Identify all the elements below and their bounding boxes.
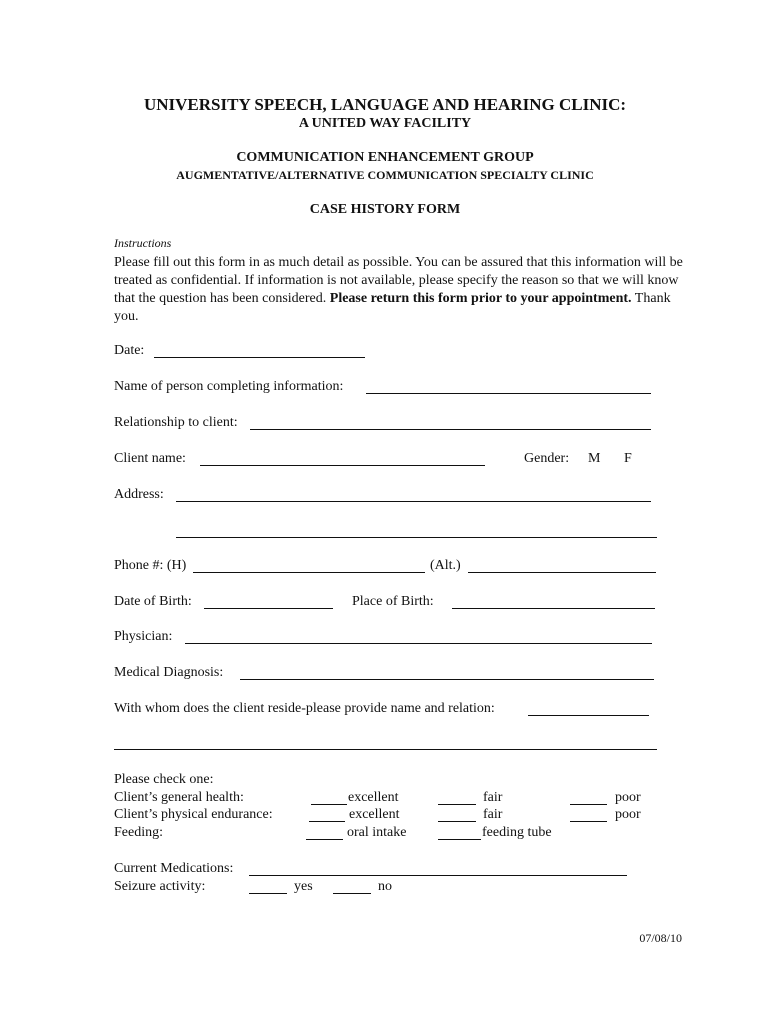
medications-label: Current Medications: <box>114 861 234 876</box>
pob-label: Place of Birth: <box>352 594 434 609</box>
person-completing-field[interactable] <box>366 393 651 394</box>
instructions-label: Instructions <box>114 236 172 250</box>
general-health-fair: fair <box>483 790 503 805</box>
form-title-main: UNIVERSITY SPEECH, LANGUAGE AND HEARING CLINIC: <box>143 95 627 114</box>
general-health-excellent-blank[interactable] <box>311 804 347 805</box>
general-health-fair-blank[interactable] <box>438 804 476 805</box>
group-name: COMMUNICATION ENHANCEMENT GROUP <box>236 150 534 165</box>
clinic-name: AUGMENTATIVE/ALTERNATIVE COMMUNICATION SPECIALTY CLINIC <box>176 168 594 182</box>
general-health-label: Client’s general health: <box>114 790 244 805</box>
reside-field-1[interactable] <box>528 715 649 716</box>
phone-alt-label: (Alt.) <box>430 558 461 573</box>
gender-f-option[interactable]: F <box>624 451 632 466</box>
address-label: Address: <box>114 487 164 502</box>
seizure-no-blank[interactable] <box>333 893 371 894</box>
endurance-excellent: excellent <box>349 807 400 822</box>
endurance-fair: fair <box>483 807 503 822</box>
reside-field-2[interactable] <box>114 749 657 750</box>
feeding-tube-blank[interactable] <box>438 839 481 840</box>
dob-label: Date of Birth: <box>114 594 192 609</box>
general-health-excellent: excellent <box>348 790 399 805</box>
revision-date: 07/08/10 <box>639 931 682 945</box>
seizure-yes: yes <box>294 879 313 894</box>
address-field-2[interactable] <box>176 537 657 538</box>
phone-home-field[interactable] <box>193 572 425 573</box>
check-heading: Please check one: <box>114 772 214 787</box>
phone-home-label: Phone #: (H) <box>114 558 187 573</box>
instructions-bold: Please return this form prior to your appointment. <box>329 291 632 306</box>
gender-m-option[interactable]: M <box>588 451 601 466</box>
form-subtitle: A UNITED WAY FACILITY <box>298 116 472 131</box>
seizure-label: Seizure activity: <box>114 879 206 894</box>
instructions-body: Please fill out this form in as much detail as possible. You can be assured that this information will be treated as confidential. If information is not available, please specify the reason so that we will know that the question has been considered. <box>114 255 683 306</box>
seizure-yes-blank[interactable] <box>249 893 287 894</box>
diagnosis-field[interactable] <box>240 679 654 680</box>
physician-label: Physician: <box>114 629 173 644</box>
client-name-field[interactable] <box>200 465 485 466</box>
instructions-text <box>114 254 684 326</box>
medications-field[interactable] <box>249 875 627 876</box>
endurance-fair-blank[interactable] <box>438 821 476 822</box>
physician-field[interactable] <box>185 643 652 644</box>
endurance-poor-blank[interactable] <box>570 821 607 822</box>
dob-field[interactable] <box>204 608 333 609</box>
general-health-poor: poor <box>615 790 641 805</box>
feeding-tube: feeding tube <box>482 825 552 840</box>
client-name-label: Client name: <box>114 451 186 466</box>
diagnosis-label: Medical Diagnosis: <box>114 665 224 680</box>
case-history-title: CASE HISTORY FORM <box>309 202 461 217</box>
gender-label: Gender: <box>524 451 570 466</box>
pob-field[interactable] <box>452 608 655 609</box>
person-completing-label: Name of person completing information: <box>114 379 344 394</box>
date-field[interactable] <box>154 357 365 358</box>
endurance-poor: poor <box>615 807 641 822</box>
phone-alt-field[interactable] <box>468 572 656 573</box>
feeding-oral-blank[interactable] <box>306 839 343 840</box>
instructions-closing: Thank you. <box>114 291 671 324</box>
address-field-1[interactable] <box>176 501 651 502</box>
relationship-label: Relationship to client: <box>114 415 238 430</box>
endurance-excellent-blank[interactable] <box>309 821 345 822</box>
feeding-label: Feeding: <box>114 825 163 840</box>
date-label: Date: <box>114 343 145 358</box>
feeding-oral-intake: oral intake <box>347 825 407 840</box>
general-health-poor-blank[interactable] <box>570 804 607 805</box>
reside-label: With whom does the client reside-please provide name and relation: <box>114 701 495 716</box>
endurance-label: Client’s physical endurance: <box>114 807 273 822</box>
seizure-no: no <box>378 879 392 894</box>
relationship-field[interactable] <box>250 429 651 430</box>
